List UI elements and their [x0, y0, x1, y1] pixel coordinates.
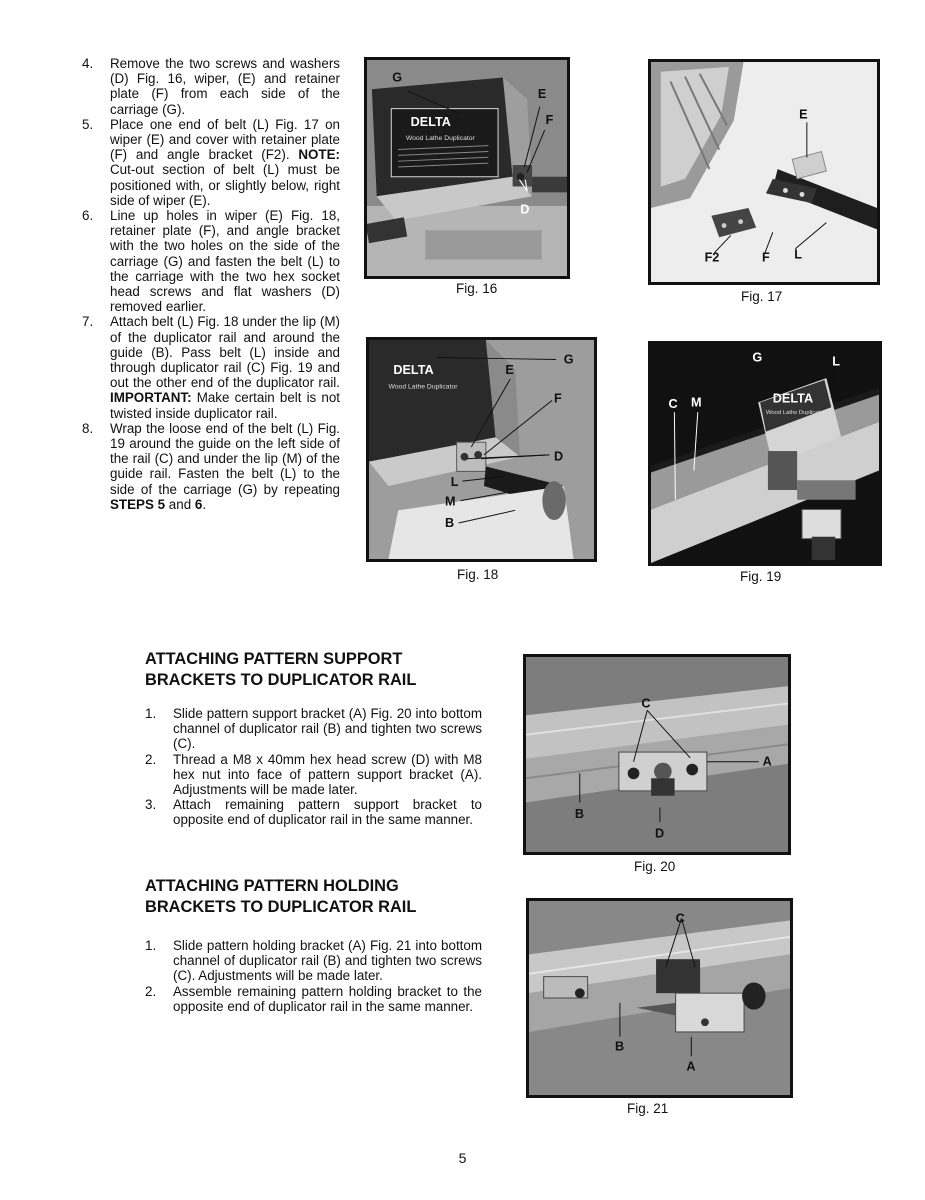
section-pattern-support-title-line2: BRACKETS TO DUPLICATOR RAIL [145, 671, 417, 689]
fig18-plate-subtitle: Wood Lathe Duplicator [388, 383, 458, 391]
fig18-label-l: L [450, 475, 459, 489]
step-number: 1. [145, 706, 157, 721]
step-number: 1. [145, 938, 157, 953]
figure-19-image [648, 341, 882, 566]
step-item [145, 797, 482, 827]
figure-20-image [523, 654, 791, 855]
step-text: Slide pattern support bracket (A) Fig. 20 into bottom channel of duplicator rail (B) and tighten two screws (C). [173, 706, 482, 752]
page-number: 5 [458, 1150, 467, 1166]
fig19-label-m: M [690, 395, 702, 410]
step-text-run: and [165, 496, 195, 512]
figure-21-caption: Fig. 21 [627, 1101, 669, 1116]
step-text-run: Cut-out section of belt (L) must be positioned with, or slightly below, right side of wiper (E). [110, 162, 340, 208]
fig16-label-d: D [520, 202, 530, 217]
fig21-label-b: B [615, 1039, 625, 1054]
section-pattern-holding-title-line1: ATTACHING PATTERN HOLDING [145, 877, 399, 895]
step-text-emphasis: STEPS 5 [110, 496, 166, 512]
step-text-run: Wrap the loose end of the belt (L) Fig. 19 around the guide on the left side of the rail (C) and under the lip (M) of the guide rail. Fasten the belt (L) to the side of the carriage (G) by repeating [110, 420, 340, 497]
figure-18-caption: Fig. 18 [457, 567, 499, 582]
step-text [110, 208, 340, 314]
step-item [145, 938, 482, 984]
fig17-label-l: L [794, 247, 802, 262]
figure-16-image [364, 57, 570, 279]
fig19-label-g: G [752, 350, 763, 365]
step-item [82, 117, 340, 208]
section-pattern-holding-steps [145, 938, 482, 1014]
step-number: 2. [145, 983, 157, 999]
section-pattern-holding-title [145, 876, 485, 918]
fig16-plate-logo: DELTA [410, 115, 451, 130]
section-pattern-holding-title-line2: BRACKETS TO DUPLICATOR RAIL [145, 898, 417, 916]
fig20-label-d: D [655, 826, 665, 841]
fig20-label-b: B [574, 807, 585, 822]
fig16-label-f: F [545, 113, 554, 128]
step-item [145, 706, 482, 752]
fig20-label-c: C [641, 696, 651, 711]
step-number: 4. [82, 56, 94, 71]
figure-17-image [648, 59, 880, 285]
fig18-label-m: M [444, 494, 456, 509]
fig21-label-a: A [686, 1059, 696, 1074]
step-text [110, 314, 340, 420]
step-text [110, 421, 340, 512]
fig19-label-l: L [832, 354, 840, 369]
step-item [82, 314, 340, 420]
section-pattern-support-steps [145, 706, 482, 828]
fig19-label-c: C [668, 397, 678, 412]
step-item [82, 421, 340, 512]
fig16-plate-subtitle: Wood Lathe Duplicator [405, 134, 475, 142]
figure-21-image [526, 898, 793, 1098]
step-text-run: Make certain belt is not twisted inside duplicator rail. [110, 390, 340, 421]
step-text: Assemble remaining pattern holding bracket to the opposite end of duplicator rail in the same manner. [173, 983, 482, 1014]
fig16-label-g: G [392, 70, 403, 85]
figure-19-caption: Fig. 19 [740, 569, 782, 584]
step-number: 6. [82, 208, 94, 224]
figure-18-image [366, 337, 597, 562]
step-item [145, 984, 482, 1014]
step-number: 5. [82, 116, 94, 132]
step-text-run: Place one end of belt (L) Fig. 17 on wiper (E) and cover with retainer plate (F) and angle bracket (F2). [110, 116, 340, 163]
step-text: Slide pattern holding bracket (A) Fig. 21 into bottom channel of duplicator rail (B) and tighten two screws (C). Adjustments will be made later. [173, 938, 482, 984]
step-text: Thread a M8 x 40mm hex head screw (D) with M8 hex nut into face of pattern support bracket (A). Adjustments will be made later. [173, 751, 482, 798]
fig18-plate-logo: DELTA [393, 363, 434, 378]
step-text-emphasis: NOTE: [298, 147, 340, 163]
step-item [82, 56, 340, 117]
fig21-label-c: C [675, 911, 685, 926]
fig18-label-f: F [554, 391, 562, 406]
fig20-label-a: A [762, 754, 772, 769]
fig17-label-f: F [762, 250, 770, 265]
section-pattern-support-title-line1: ATTACHING PATTERN SUPPORT [145, 650, 403, 668]
fig16-label-e: E [537, 86, 547, 101]
step-number: 7. [82, 314, 94, 330]
step-item [145, 752, 482, 798]
step-text-run: Line up holes in wiper (E) Fig. 18, retainer plate (F), and angle bracket with the two holes on the side of the carriage (G) and fasten the belt (L) to the carriage with the two hex socket head screws and flat washers (D) removed earlier. [110, 208, 340, 315]
fig18-label-g: G [563, 352, 574, 367]
step-number: 3. [145, 797, 157, 813]
step-number: 2. [145, 751, 157, 767]
step-number: 8. [82, 420, 94, 436]
assembly-steps-list [82, 56, 340, 512]
figure-17-caption: Fig. 17 [741, 289, 783, 304]
fig18-label-d: D [554, 449, 564, 464]
fig17-label-f2: F2 [704, 250, 720, 265]
step-text [110, 117, 340, 208]
step-item [82, 208, 340, 314]
fig18-label-e: E [505, 363, 514, 378]
step-text-run: Remove the two screws and washers (D) Fig. 16, wiper, (E) and retainer plate (F) from each side of the carriage (G). [110, 56, 340, 117]
step-text-emphasis: 6 [194, 496, 203, 512]
figure-16-caption: Fig. 16 [456, 281, 498, 296]
fig19-plate-logo: DELTA [772, 391, 814, 406]
step-text-emphasis: IMPORTANT: [110, 390, 192, 406]
step-text-run: Attach belt (L) Fig. 18 under the lip (M) of the duplicator rail and around the guide (B). Pass belt (L) inside and through duplicator rail (C) Fig. 19 and out the other end of the duplicator rail. [110, 314, 340, 391]
fig19-plate-subtitle: Wood Lathe Duplicator [765, 410, 826, 417]
step-text: Attach remaining pattern support bracket to opposite end of duplicator rail in the same manner. [173, 797, 482, 828]
section-pattern-support-title [145, 649, 485, 691]
figure-20-caption: Fig. 20 [634, 859, 676, 874]
step-text-run: . [202, 496, 207, 512]
fig17-label-e: E [799, 107, 808, 122]
fig18-label-b: B [444, 515, 455, 530]
step-text [110, 56, 340, 117]
